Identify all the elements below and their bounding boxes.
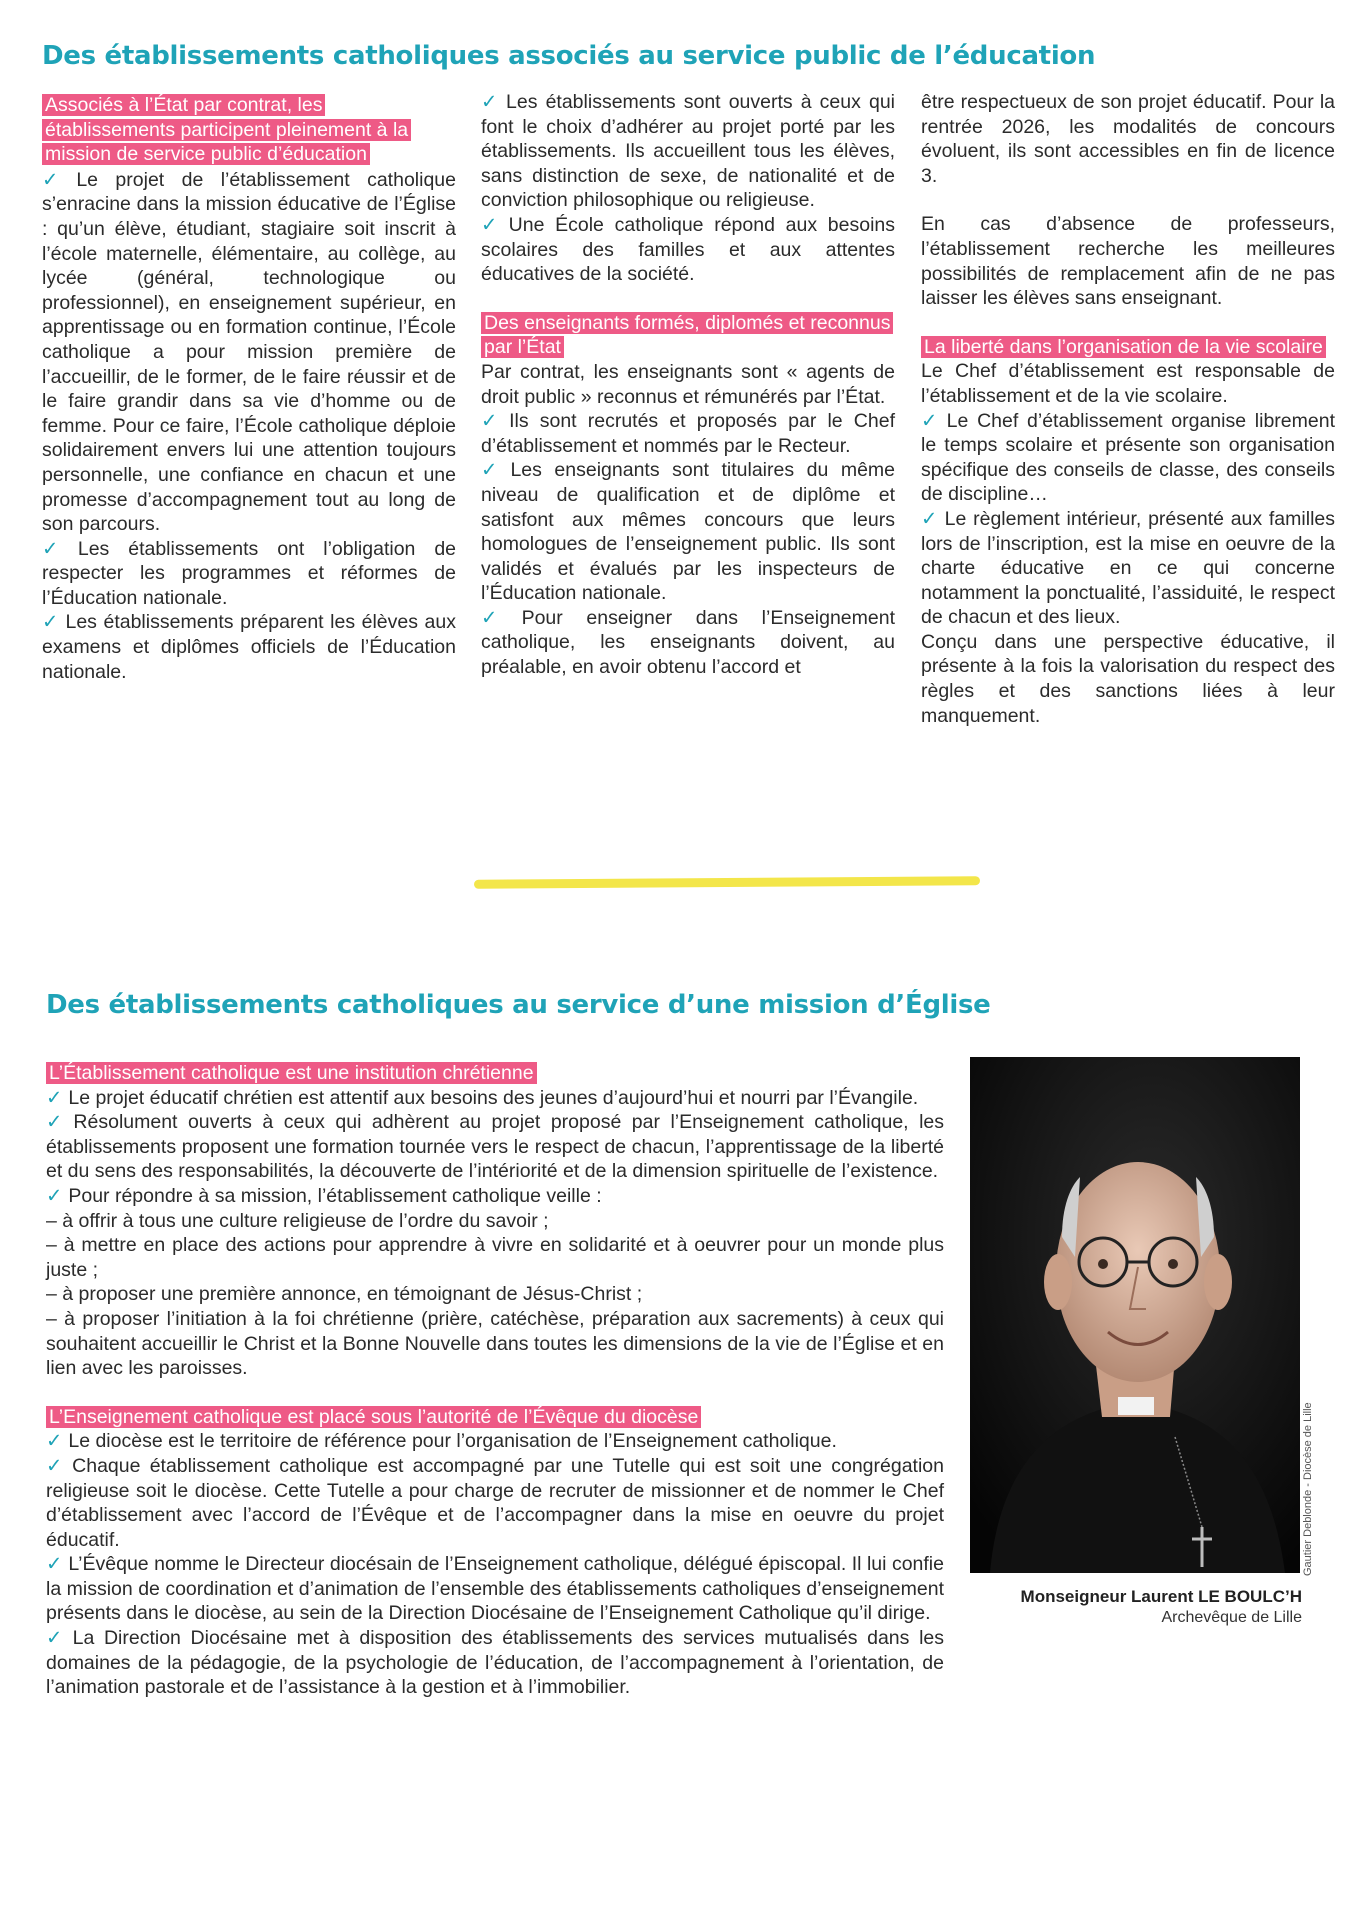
archbishop-photo bbox=[970, 1057, 1300, 1573]
check-icon: ✓ bbox=[921, 507, 939, 530]
list-item: ✓ Résolument ouverts à ceux qui adhèrent au projet proposé par l’Enseignement catholique, les établissements proposent une formation tournée vers le respect de chacun, l’apprentissage de la liberté et du sens des responsabilités, la découverte de l’intériorité et de la dimension spirituelle de l’existence. bbox=[46, 1111, 945, 1183]
paragraph: Le Chef d’établissement est responsable de l’établissement et de la vie scolaire. bbox=[921, 360, 1335, 407]
column-heading: Des enseignants formés, diplomés et reconnus par l’État bbox=[481, 311, 895, 360]
yellow-divider bbox=[474, 876, 980, 889]
list-item: ✓ Les établissements ont l’obligation de respecter les programmes et réformes de l’Éducation nationale. bbox=[42, 537, 457, 609]
paragraph: Conçu dans une perspective éducative, il présente à la fois la valorisation du respect des règles et des sanctions liées à leur manquement. bbox=[921, 630, 1335, 727]
dash-item: – à mettre en place des actions pour apprendre à vivre en solidarité et à oeuvrer pour un monde plus juste ; bbox=[46, 1234, 944, 1281]
check-icon: ✓ bbox=[42, 537, 72, 560]
dash-item: – à offrir à tous une culture religieuse de l’ordre du savoir ; bbox=[46, 1209, 549, 1232]
list-item: ✓ Une École catholique répond aux besoins scolaires des familles et aux attentes éducatives de la société. bbox=[481, 213, 895, 286]
check-icon: ✓ bbox=[46, 1454, 67, 1477]
photo-caption-role: Archevêque de Lille bbox=[1161, 1609, 1302, 1626]
block-heading: L’Établissement catholique est une institution chrétienne bbox=[46, 1061, 944, 1086]
list-item: ✓ Ils sont recrutés et proposés par le Chef d’établissement et nommés par le Recteur. bbox=[481, 410, 895, 457]
check-icon: ✓ bbox=[481, 213, 503, 236]
check-icon: ✓ bbox=[46, 1111, 68, 1134]
section1-title: Des établissements catholiques associés au service public de l’éducation bbox=[42, 41, 1096, 71]
list-item: ✓ Les établissements préparent les élèves aux examens et diplômes officiels de l’Éducation nationale. bbox=[42, 611, 456, 683]
section2-title: Des établissements catholiques au service d’une mission d’Église bbox=[46, 990, 991, 1020]
section1-column-1 bbox=[42, 93, 456, 684]
check-icon: ✓ bbox=[481, 410, 504, 433]
list-item: ✓ Le Chef d’établissement organise librement le temps scolaire et présente son organisation spécifique des conseils de classe, des conseils de discipline… bbox=[921, 409, 1336, 506]
check-icon: ✓ bbox=[481, 606, 516, 629]
check-icon: ✓ bbox=[481, 459, 505, 482]
check-icon: ✓ bbox=[481, 91, 501, 113]
dash-item: – à proposer une première annonce, en témoignant de Jésus-Christ ; bbox=[46, 1283, 643, 1306]
list-item: ✓ Les enseignants sont titulaires du même niveau de qualification et de diplôme et satisfont aux mêmes concours que leurs homologues de l’enseignement public. Ils sont validés et évalués par les inspecteurs de l’Éducation nationale. bbox=[481, 459, 896, 605]
check-icon: ✓ bbox=[42, 168, 71, 191]
paragraph: être respectueux de son projet éducatif. Pour la rentrée 2026, les modalités de concours évoluent, ils sont accessibles en fin de licence 3. bbox=[921, 91, 1335, 187]
column-heading: Associés à l’État par contrat, les établissements participent pleinement à la mission de service public d’éducation bbox=[42, 93, 442, 167]
list-item: ✓ Le diocèse est le territoire de référence pour l’organisation de l’Enseignement catholique. bbox=[46, 1430, 837, 1453]
photo-credit: Gautier Deblonde - Diocèse de Lille bbox=[1302, 1402, 1314, 1576]
list-item: ✓ Pour répondre à sa mission, l’établissement catholique veille : bbox=[46, 1184, 602, 1207]
list-item: ✓ Le règlement intérieur, présenté aux familles lors de l’inscription, est la mise en oeuvre de la charte éducative en ce qui concerne notamment la ponctualité, l’assiduité, le respect de chacun et des lieux. bbox=[921, 507, 1335, 629]
block-heading: L’Enseignement catholique est placé sous l’autorité de l’Évêque du diocèse bbox=[46, 1405, 944, 1430]
list-item: ✓ Pour enseigner dans l’Enseignement catholique, les enseignants doivent, au préalable, en avoir obtenu l’accord et bbox=[481, 606, 895, 679]
paragraph: Par contrat, les enseignants sont « agents de droit public » reconnus et rémunérés par l’État. bbox=[481, 360, 895, 408]
check-icon: ✓ bbox=[921, 409, 941, 432]
section1-column-3 bbox=[921, 90, 1335, 728]
check-icon: ✓ bbox=[42, 611, 60, 634]
dash-item: – à proposer l’initiation à la foi chrétienne (prière, catéchèse, préparation aux sacrements) à ceux qui souhaitent accueillir le Christ et la Bonne Nouvelle dans toutes les dimensions de la vie de l’Église et en lien avec les paroisses. bbox=[46, 1307, 944, 1380]
check-icon: ✓ bbox=[46, 1184, 63, 1207]
list-item: ✓ Les établissements sont ouverts à ceux qui font le choix d’adhérer au projet porté par les établissements. Ils accueillent tous les élèves, sans distinction de sexe, de nationalité et de conviction philosophique ou religieuse. bbox=[481, 91, 896, 212]
section1-column-2 bbox=[481, 90, 895, 680]
check-icon: ✓ bbox=[46, 1553, 63, 1576]
photo-caption-name: Monseigneur Laurent LE BOULC’H bbox=[1020, 1587, 1302, 1606]
clerical-collar bbox=[1118, 1397, 1154, 1415]
list-item: ✓ Le projet éducatif chrétien est attentif aux besoins des jeunes d’aujourd’hui et nourri par l’Évangile. bbox=[46, 1086, 919, 1109]
column-heading: La liberté dans l’organisation de la vie scolaire bbox=[921, 335, 1335, 360]
portrait-illustration bbox=[970, 1057, 1300, 1573]
check-icon: ✓ bbox=[46, 1430, 63, 1453]
list-item: ✓ Chaque établissement catholique est accompagné par une Tutelle qui est soit une congrégation religieuse soit le diocèse. Cette Tutelle a pour charge de recruter de missionner et de nommer le Chef d’établissement avec l’accord de l’Évêque et de l’accompagner dans la mise en oeuvre du projet éducatif. bbox=[46, 1454, 944, 1551]
list-item: ✓ La Direction Diocésaine met à disposition des établissements des services mutualisés dans les domaines de la pédagogie, de la psychologie de l’éducation, de l’accompagnement à l’orientation, de l’animation pastorale et de l’assistance à la gestion et à l’immobilier. bbox=[46, 1627, 944, 1699]
check-icon: ✓ bbox=[46, 1086, 63, 1109]
check-icon: ✓ bbox=[46, 1627, 67, 1650]
section2-text bbox=[46, 1061, 944, 1700]
list-item: ✓ L’Évêque nomme le Directeur diocésain de l’Enseignement catholique, délégué épiscopal. Il lui confie la mission de coordination et d’animation de l’ensemble des établissements catholiques d’enseignement présents dans le diocèse, au sein de la Direction Diocésaine de l’Enseignement Catholique qu’il dirige. bbox=[46, 1553, 944, 1625]
paragraph: En cas d’absence de professeurs, l’établissement recherche les meilleures possibilités de remplacement afin de ne pas laisser les élèves sans enseignant. bbox=[921, 213, 1335, 310]
list-item: ✓ Le projet de l’établissement catholique s’enracine dans la mission éducative de l’Église : qu’un élève, étudiant, stagiaire soit inscrit à l’école maternelle, élémentaire, au collège, au lycée (général, technologique ou professionnel), en enseignement supérieur, en apprentissage ou en formation continue, l’École catholique a pour mission première de l’accueillir, de le former, de le faire réussir et de le faire grandir dans sa vie d’homme ou de femme. Pour ce faire, l’École catholique déploie solidairement envers lui une attention toujours personnelle, une confiance en chacun et une promesse d’accompagnement tout au long de son parcours. bbox=[42, 168, 456, 536]
